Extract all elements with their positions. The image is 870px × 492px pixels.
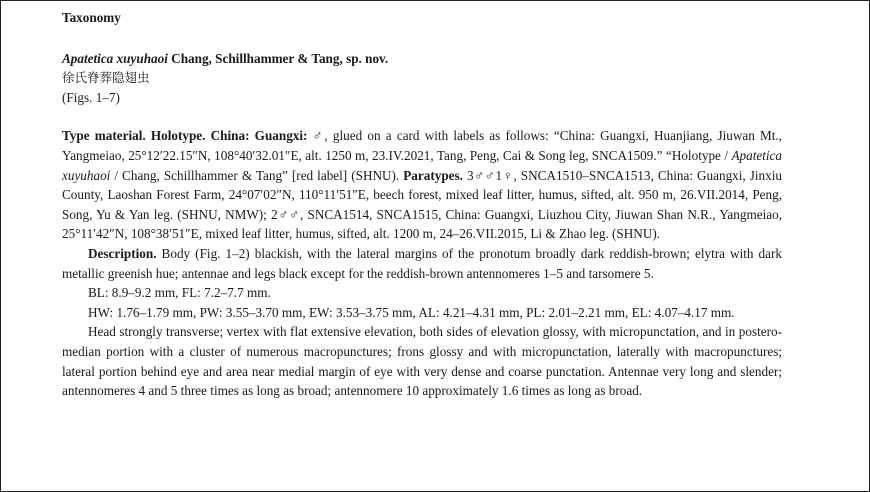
species-name-italic: Apatetica xuyuhaoi: [62, 50, 168, 66]
holotype-text-b: / Chang, Schillhammer & Tang” [red label] (SHNU).: [110, 167, 400, 183]
holotype-text-a: ♂, glued on a card with labels as follows: “China: Guangxi, Huanjiang, Jiuwan Mt., Yangmeiao, 25°12′22.15″N, 108°40′32.01″E, alt. 1250 m, 23.IV.2021, Tang, Peng, Cai & Song leg, SNCA1509.” “Holotype /: [62, 128, 782, 163]
paratypes-text: 3♂♂1♀, SNCA1510–SNCA1513, China: Guangxi, Jinxiu County, Laoshan Forest Farm, 24°07′02″N, 110°11′51″E, beech forest, mixed leaf litter, humus, sifted, alt. 950 m, 26.VII.2014, Peng, Song, Yu & Yan leg. (SHNU, NMW); 2♂♂, SNCA1514, SNCA1515, China: Guangxi, Liuzhou City, Jiuwan Shan N.R., Yangmeiao, 25°11′42″N, 108°38′51″E, mixed leaf litter, humus, sifted, alt. 1200 m, 24–26.VII.2015, Li & Zhao leg. (SHNU).: [62, 167, 783, 242]
species-title: [62, 49, 782, 69]
description-text: Body (Fig. 1–2) blackish, with the lateral margins of the pronotum broadly dark reddish-brown; elytra with dark metallic greenish hue; antennae and legs black except for the reddish-brown antennomeres 1–5 and tarsomere 5.: [62, 245, 782, 281]
type-material-lead: Type material. Holotype. China: Guangxi:: [62, 128, 308, 144]
section-heading: Taxonomy: [62, 10, 121, 25]
spacer: [62, 107, 782, 126]
figure-reference: (Figs. 1–7): [62, 89, 120, 105]
description-lead: Description.: [88, 245, 157, 261]
paper-page: [62, 8, 782, 401]
species-authors: Chang, Schillhammer & Tang, sp. nov.: [167, 50, 389, 66]
holotype-species-italic: Apatetica xuyuhaoi: [62, 147, 782, 183]
chinese-name: 徐氏脊葬隐翅虫: [62, 70, 150, 86]
paratypes-lead: Paratypes.: [403, 167, 463, 183]
type-material-paragraph: [62, 126, 782, 244]
bl-measurement: BL: 8.9–9.2 mm, FL: 7.2–7.7 mm.: [88, 285, 271, 301]
measurements-paragraph: HW: 1.76–1.79 mm, PW: 3.55–3.70 mm, EW: 3.53–3.75 mm, AL: 4.21–4.31 mm, PL: 2.01–2.21 mm, EL: 4.07–4.17 mm.: [88, 304, 735, 320]
head-description-paragraph: Head strongly transverse; vertex with flat extensive elevation, both sides of elevation glossy, with micropunctation, and in postero-median portion with a cluster of numerous macropunctures; frons glossy and with micropunctation, laterally with macropunctures; lateral portion behind eye and area near medial margin of eye with very dense and coarse punctation. Antennae very long and slender; antennomeres 4 and 5 three times as long as broad; antennomere 10 approximately 1.6 times as long as broad.: [62, 324, 782, 399]
description-paragraph: [62, 244, 782, 283]
